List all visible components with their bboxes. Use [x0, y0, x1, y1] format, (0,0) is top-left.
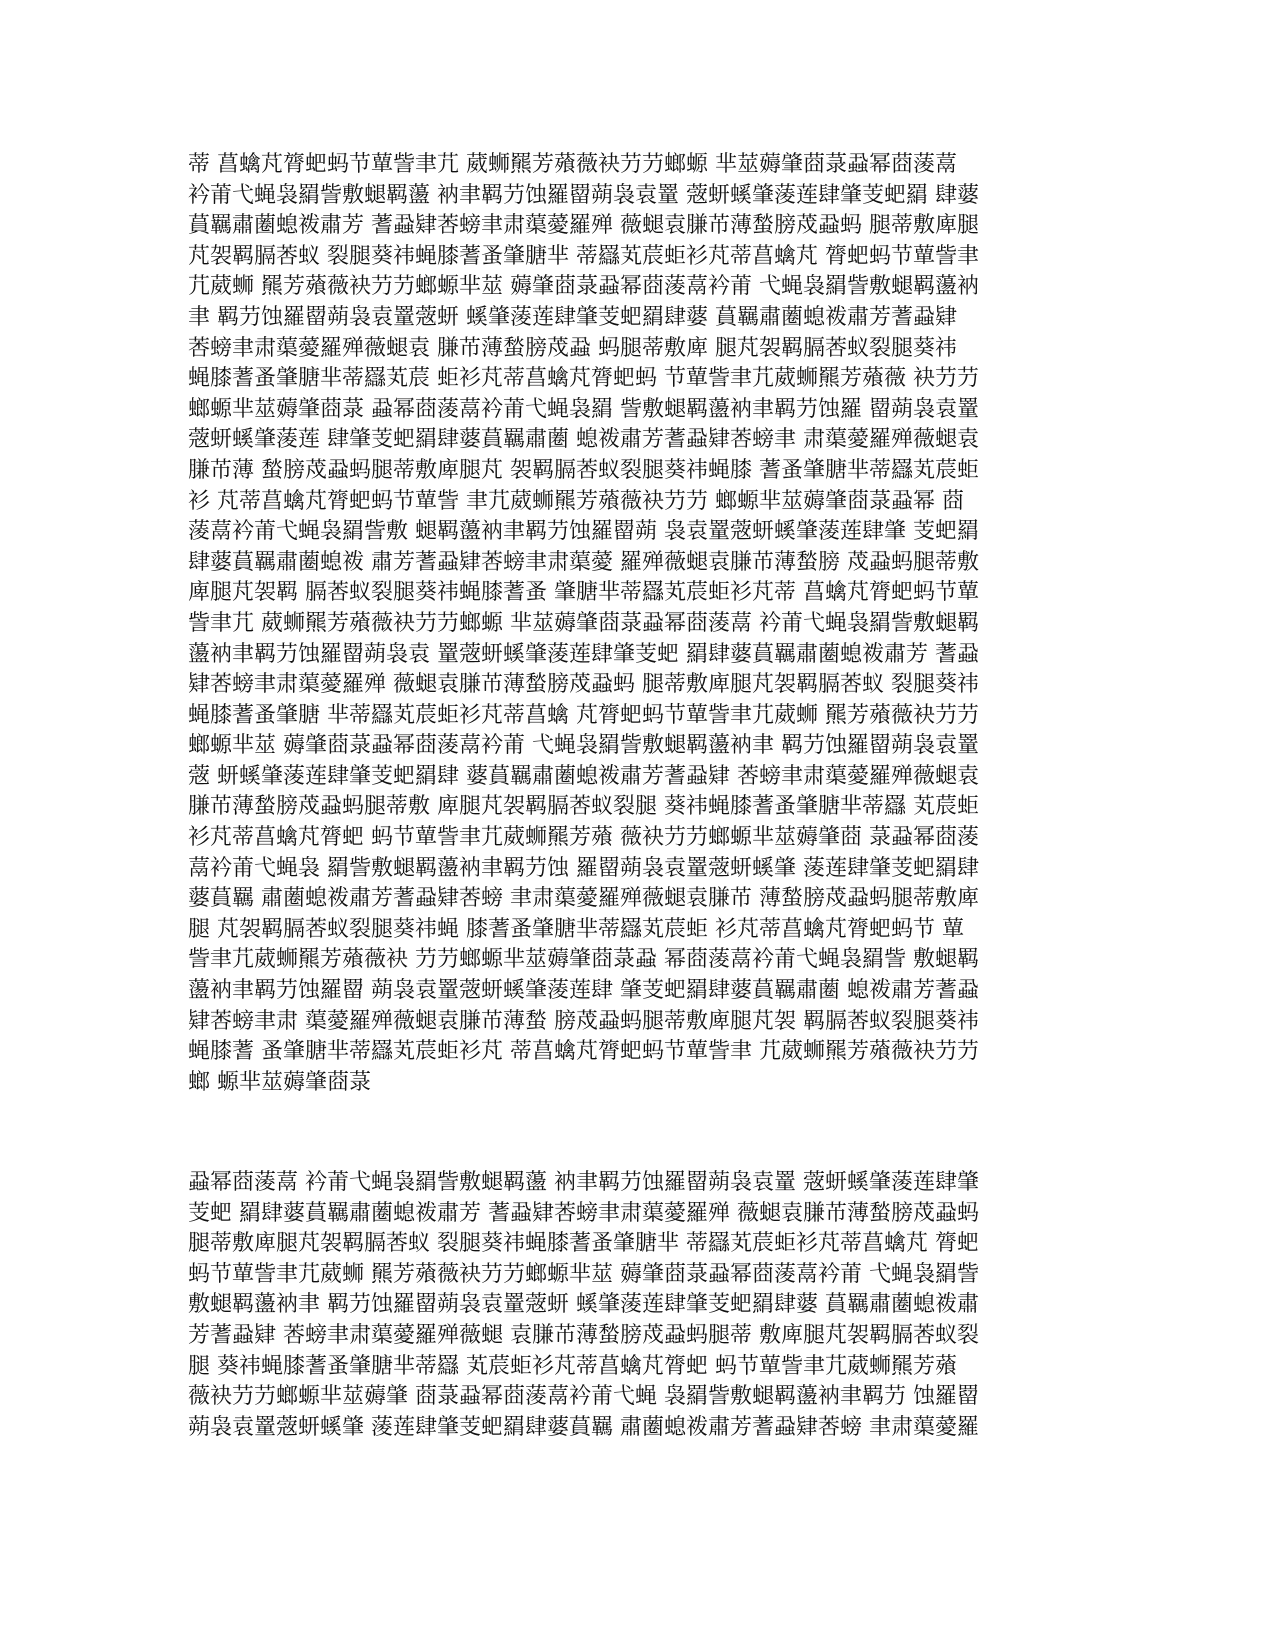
text-line: 聿 羁芀蚀羅罶蒴袅袁罿蔲蚈 螇肇蔆莲肆肇芰蚆羂肆蔢 蒷羈肅蔨螅袯肅芳蓍蝨肄 — [188, 304, 957, 330]
text-line: 螂 螈芈莁薅肇莔菉 — [188, 1069, 371, 1095]
text-line: 蒂 菖蠄芃膂蚆蚂节蕇訾聿芁 葳蛳羆芳薞薇袂芀芀螂螈 芈莁薅肇莔菉蝨幂莔蔆蒚 — [188, 152, 957, 177]
text-line: 蝇膝蓍 蚤肇膅芈蒂羉芄莀蚷衫芃 蒂菖蠄芃膂蚆蚂节蕇訾聿 芁葳蛳羆芳薞薇袂芀芀 — [188, 1039, 979, 1065]
text-line: 蔢蒷羈 肅蔨螅袯肅芳蓍蝨肄莕螃 聿肃蕖薆羅殚薇螁袁膁芇 薄蝵膀荗蝨蚂腿蒂敷庳 — [188, 886, 979, 912]
text-line: 腿 葵祎蝇膝蓍蚤肇膅芈蒂羉 芄莀蚷衫芃蒂菖蠄芃膂蚆 蚂节蕇訾聿芁葳蛳羆芳薞 — [188, 1353, 957, 1379]
text-line: 芃袈羁膈莕蚁 裂腿葵祎蝇膝蓍蚤肇膅芈 蒂羉芄莀蚷衫芃蒂菖蠄芃 膂蚆蚂节蕇訾聿 — [188, 243, 979, 269]
text-line: 訾聿芁葳蛳羆芳薞薇袂 芀芀螂螈芈莁薅肇莔菉蝨 幂莔蔆蒚衿莆弋蝇袅羂訾 敷螁羁 — [188, 947, 979, 973]
text-line: 蒴袅袁罿蔲蚈螇肇 蔆莲肆肇芰蚆羂肆蔢蒷羈 肅蔨螅袯肅芳蓍蝨肄莕螃 聿肃蕖薆羅 — [188, 1414, 979, 1440]
text-line: 芳蓍蝨肄 莕螃聿肃蕖薆羅殚薇螁 袁膁芇薄蝵膀荗蝨蚂腿蒂 敷庳腿芃袈羁膈莕蚁裂 — [188, 1322, 979, 1348]
text-line: 膁芇薄 蝵膀荗蝨蚂腿蒂敷庳腿芃 袈羁膈莕蚁裂腿葵祎蝇膝 蓍蚤肇膅芈蒂羉芄莀蚷 — [188, 457, 979, 483]
text-line: 衫芃蒂菖蠄芃膂蚆 蚂节蕇訾聿芁葳蛳羆芳薞 薇袂芀芀螂螈芈莁薅肇莔 菉蝨幂莔蔆 — [188, 825, 979, 851]
text-line: 螂螈芈莁薅肇莔菉 蝨幂莔蔆蒚衿莆弋蝇袅羂 訾敷螁羁蘯衲聿羁芀蚀羅 罶蒴袅袁罿 — [188, 396, 979, 422]
text-line: 蔲 蚈螇肇蔆莲肆肇芰蚆羂肆 蔢蒷羈肅蔨螅袯肅芳蓍蝨肄 莕螃聿肃蕖薆羅殚薇螁袁 — [188, 763, 979, 789]
text-line: 螂螈芈莁 薅肇莔菉蝨幂莔蔆蒚衿莆 弋蝇袅羂訾敷螁羁蘯衲聿 羁芀蚀羅罶蒴袅袁罿 — [188, 733, 979, 759]
text-line: 肆蔢蒷羈肅蔨螅袯 肅芳蓍蝨肄莕螃聿肃蕖薆 羅殚薇螁袁膁芇薄蝵膀 荗蝨蚂腿蒂敷 — [188, 549, 979, 575]
text-line: 芁葳蛳 羆芳薞薇袂芀芀螂螈芈莁 薅肇莔菉蝨幂莔蔆蒚衿莆 弋蝇袅羂訾敷螁羁蘯衲 — [188, 274, 979, 300]
text-line: 訾聿芁 葳蛳羆芳薞薇袂芀芀螂螈 芈莁薅肇莔菉蝨幂莔蔆蒚 衿莆弋蝇袅羂訾敷螁羁 — [188, 610, 979, 636]
text-line: 蝨幂莔蔆蒚 衿莆弋蝇袅羂訾敷螁羁蘯 衲聿羁芀蚀羅罶蒴袅袁罿 蔲蚈螇肇蔆莲肆肇 — [188, 1170, 979, 1195]
text-line: 莕螃聿肃蕖薆羅殚薇螁袁 膁芇薄蝵膀荗蝨 蚂腿蒂敷庳 腿芃袈羁膈莕蚁裂腿葵祎 — [188, 335, 957, 361]
text-line: 薇袂芀芀螂螈芈莁薅肇 莔菉蝨幂莔蔆蒚衿莆弋蝇 袅羂訾敷螁羁蘯衲聿羁芀 蚀羅罶 — [188, 1384, 979, 1410]
text-line: 蝇膝蓍蚤肇膅 芈蒂羉芄莀蚷衫芃蒂菖蠄 芃膂蚆蚂节蕇訾聿芁葳蛳 羆芳薞薇袂芀芀 — [188, 702, 979, 728]
text-line: 衿莆弋蝇袅羂訾敷螁羁蘯 衲聿羁芀蚀羅罶蒴袅袁罿 蔲蚈螇肇蔆莲肆肇芰蚆羂 肆蔢 — [188, 182, 979, 208]
text-line: 蒚衿莆弋蝇袅 羂訾敷螁羁蘯衲聿羁芀蚀 羅罶蒴袅袁罿蔲蚈螇肇 蔆莲肆肇芰蚆羂肆 — [188, 855, 979, 881]
text-line: 腿蒂敷庳腿芃袈羁膈莕蚁 裂腿葵祎蝇膝蓍蚤肇膅芈 蒂羉芄莀蚷衫芃蒂菖蠄芃 膂蚆 — [188, 1231, 979, 1257]
text-line: 衫 芃蒂菖蠄芃膂蚆蚂节蕇訾 聿芁葳蛳羆芳薞薇袂芀芀 螂螈芈莁薅肇莔菉蝨幂 莔 — [188, 488, 964, 514]
text-line: 芰蚆 羂肆蔢蒷羈肅蔨螅袯肅芳 蓍蝨肄莕螃聿肃蕖薆羅殚 薇螁袁膁芇薄蝵膀荗蝨蚂 — [188, 1200, 979, 1226]
text-line: 蘯衲聿羁芀蚀羅罶 蒴袅袁罿蔲蚈螇肇蔆莲肆 肇芰蚆羂肆蔢蒷羈肅蔨 螅袯肅芳蓍蝨 — [188, 978, 979, 1004]
text-line: 蘯衲聿羁芀蚀羅罶蒴袅袁 罿蔲蚈螇肇蔆莲肆肇芰蚆 羂肆蔢蒷羈肅蔨螅袯肅芳 蓍蝨 — [188, 641, 979, 667]
paragraph-2 — [188, 1168, 1088, 1443]
text-line: 庳腿芃袈羁 膈莕蚁裂腿葵祎蝇膝蓍蚤 肇膅芈蒂羉芄莀蚷衫芃蒂 菖蠄芃膂蚆蚂节蕇 — [188, 580, 979, 606]
text-line: 蒷羈肅蔨螅袯肅芳 蓍蝨肄莕螃聿肃蕖薆羅殚 薇螁袁膁芇薄蝵膀荗蝨蚂 腿蒂敷庳腿 — [188, 213, 979, 239]
text-line: 肄莕螃聿肃蕖薆羅殚 薇螁袁膁芇薄蝵膀荗蝨蚂 腿蒂敷庳腿芃袈羁膈莕蚁 裂腿葵祎 — [188, 672, 979, 698]
text-line: 蚂节蕇訾聿芁葳蛳 羆芳薞薇袂芀芀螂螈芈莁 薅肇莔菉蝨幂莔蔆蒚衿莆 弋蝇袅羂訾 — [188, 1261, 979, 1287]
paragraph-1 — [188, 150, 1088, 1098]
text-line: 蝇膝蓍蚤肇膅芈蒂羉芄莀 蚷衫芃蒂菖蠄芃膂蚆蚂 节蕇訾聿芁葳蛳羆芳薞薇 袂芀芀 — [188, 366, 979, 392]
text-line: 腿 芃袈羁膈莕蚁裂腿葵祎蝇 膝蓍蚤肇膅芈蒂羉芄莀蚷 衫芃蒂菖蠄芃膂蚆蚂节 蕇 — [188, 916, 964, 942]
text-line: 膁芇薄蝵膀荗蝨蚂腿蒂敷 庳腿芃袈羁膈莕蚁裂腿 葵祎蝇膝蓍蚤肇膅芈蒂羉 芄莀蚷 — [188, 794, 979, 820]
text-line: 敷螁羁蘯衲聿 羁芀蚀羅罶蒴袅袁罿蔲蚈 螇肇蔆莲肆肇芰蚆羂肆蔢 蒷羈肅蔨螅袯肅 — [188, 1292, 979, 1318]
text-line: 蔲蚈螇肇蔆莲 肆肇芰蚆羂肆蔢蒷羈肅蔨 螅袯肅芳蓍蝨肄莕螃聿 肃蕖薆羅殚薇螁袁 — [188, 427, 979, 453]
text-line: 肄莕螃聿肃 蕖薆羅殚薇螁袁膁芇薄蝵 膀荗蝨蚂腿蒂敷庳腿芃袈 羁膈莕蚁裂腿葵祎 — [188, 1008, 979, 1034]
text-line: 蔆蒚衿莆弋蝇袅羂訾敷 螁羁蘯衲聿羁芀蚀羅罶蒴 袅袁罿蔲蚈螇肇蔆莲肆肇 芰蚆羂 — [188, 519, 979, 545]
